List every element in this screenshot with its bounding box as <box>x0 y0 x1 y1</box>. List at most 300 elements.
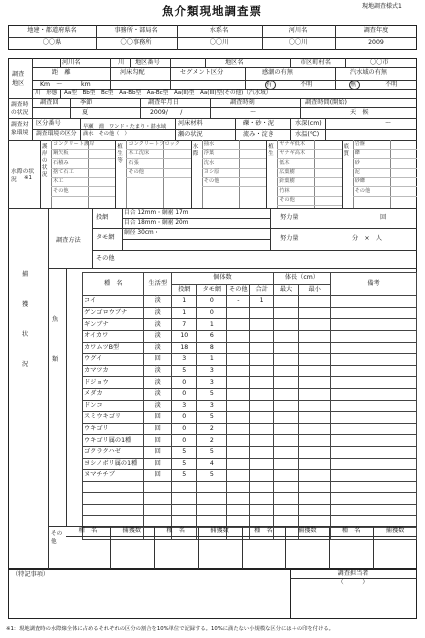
other-col-name: 種 名 <box>254 527 273 534</box>
env-class-label: 調査環境の区分 <box>36 131 77 137</box>
other-col-name: 種 名 <box>341 527 361 534</box>
fish-note[interactable] <box>331 388 417 400</box>
count-total[interactable] <box>250 435 273 447</box>
length-min[interactable] <box>299 412 331 424</box>
table-row <box>83 342 417 354</box>
fish-name[interactable]: オイカワ <box>83 330 144 342</box>
other-col-name: 種 名 <box>166 527 185 534</box>
col-name: 種 名 <box>83 273 144 296</box>
fish-type[interactable]: 淡 <box>144 342 172 354</box>
fish-note[interactable] <box>331 470 417 482</box>
count-castnet[interactable] <box>172 493 197 505</box>
length-max[interactable] <box>273 423 298 435</box>
other-col-count: 捕獲数 <box>385 527 405 534</box>
wc-item[interactable]: 砂礫 <box>354 178 365 185</box>
survey-time-label: 調査時の状況 <box>11 102 29 116</box>
count-total[interactable] <box>250 319 273 331</box>
season-value[interactable]: 夏 <box>82 109 89 116</box>
table-row <box>83 446 417 458</box>
count-tamo[interactable]: 4 <box>197 458 227 470</box>
count-tamo[interactable]: 6 <box>197 330 227 342</box>
wc-item[interactable]: 岩盤 <box>354 141 365 147</box>
tidal-yes[interactable]: 有 <box>266 81 273 88</box>
fish-note[interactable] <box>331 423 417 435</box>
fish-name[interactable]: ゴクラクハゼ <box>83 446 144 458</box>
fish-note[interactable] <box>331 307 417 319</box>
count-castnet[interactable]: 3 <box>172 354 197 366</box>
length-min[interactable] <box>299 319 331 331</box>
count-other[interactable] <box>227 330 250 342</box>
count-other[interactable] <box>227 354 250 366</box>
wc-item[interactable]: コンクリート護岸 <box>53 141 95 147</box>
table-row <box>83 458 417 470</box>
fish-name[interactable]: スミウキゴリ <box>83 412 144 424</box>
wc-item[interactable]: 抽水 <box>203 141 215 147</box>
length-min[interactable] <box>299 388 331 400</box>
count-tamo[interactable]: 5 <box>197 470 227 482</box>
length-max[interactable] <box>273 470 298 482</box>
count-other[interactable] <box>227 504 250 516</box>
fish-type[interactable]: 回 <box>144 354 172 366</box>
wc-item[interactable]: 石積み <box>53 159 69 166</box>
table-row <box>83 423 417 435</box>
count-total[interactable] <box>250 481 273 493</box>
fish-note[interactable] <box>331 446 417 458</box>
length-min[interactable] <box>299 330 331 342</box>
count-other[interactable] <box>227 342 250 354</box>
count-total[interactable] <box>250 470 273 482</box>
fish-note[interactable] <box>331 377 417 389</box>
col-other: その他 <box>227 284 250 296</box>
wc-item[interactable]: 木工沈床 <box>128 150 150 157</box>
fish-note[interactable] <box>331 458 417 470</box>
count-other[interactable] <box>227 470 250 482</box>
length-min[interactable] <box>299 354 331 366</box>
count-total[interactable] <box>250 400 273 412</box>
fish-name[interactable] <box>83 504 144 516</box>
fish-name[interactable]: コイ <box>83 296 144 308</box>
length-min[interactable] <box>299 470 331 482</box>
length-min[interactable] <box>299 446 331 458</box>
count-tamo[interactable]: 1 <box>197 354 227 366</box>
length-max[interactable] <box>273 319 298 331</box>
wc-item[interactable]: 沈水 <box>203 159 215 166</box>
date-value[interactable]: 2009/ / <box>150 109 183 116</box>
fish-note[interactable] <box>331 319 417 331</box>
value-year[interactable]: 2009 <box>368 39 384 46</box>
table-row <box>83 354 417 366</box>
fish-type[interactable]: 淡 <box>144 296 172 308</box>
fish-table <box>82 272 417 540</box>
wc-group-label: 水際 <box>192 144 199 157</box>
water-condition-label: 水際の状況 <box>11 169 35 183</box>
count-other[interactable] <box>227 493 250 505</box>
value-pref[interactable]: 〇〇県 <box>42 39 62 46</box>
table-row <box>83 412 417 424</box>
length-max[interactable] <box>273 354 298 366</box>
length-min[interactable] <box>299 307 331 319</box>
river-type-label: 川 形態 <box>35 90 58 96</box>
wc-item[interactable]: その他 <box>354 187 371 194</box>
fish-name[interactable]: ヨシノボリ属の1種 <box>83 458 144 470</box>
city-value[interactable]: 〇〇市 <box>370 59 389 66</box>
wc-item[interactable]: 鋼矢板 <box>53 150 69 157</box>
fish-name[interactable]: メダカ <box>83 388 144 400</box>
col-type: 生活型 <box>144 273 172 296</box>
fish-type[interactable]: 回 <box>144 470 172 482</box>
count-castnet[interactable]: 0 <box>172 423 197 435</box>
fish-name[interactable]: カマツカ <box>83 365 144 377</box>
table-row <box>83 493 417 505</box>
fish-note[interactable] <box>331 365 417 377</box>
distance-value[interactable]: Km 〜 km <box>40 81 91 88</box>
fish-type[interactable]: 回 <box>144 423 172 435</box>
wc-item[interactable]: 木工 <box>53 178 64 185</box>
method-other: その他 <box>96 255 115 262</box>
count-total[interactable] <box>250 342 273 354</box>
table-row <box>83 296 417 308</box>
fish-note[interactable] <box>331 400 417 412</box>
tidal-unknown[interactable]: 不明 <box>300 81 313 88</box>
count-castnet[interactable]: 5 <box>172 446 197 458</box>
wc-item[interactable]: その他 <box>279 196 295 203</box>
count-castnet[interactable]: 18 <box>172 342 197 354</box>
length-max[interactable] <box>273 446 298 458</box>
depth-range[interactable]: 〜 <box>385 120 392 127</box>
count-tamo[interactable]: 5 <box>197 412 227 424</box>
fish-type[interactable]: 淡 <box>144 319 172 331</box>
fish-type[interactable] <box>144 481 172 493</box>
date-label: 調査年月日 <box>148 99 179 106</box>
length-min[interactable] <box>299 435 331 447</box>
count-other[interactable] <box>227 412 250 424</box>
col-total: 合計 <box>250 284 273 296</box>
castnet-detail-1[interactable]: 目合 12mm・網裾 17m <box>124 210 189 216</box>
other-col-count: 捕獲数 <box>122 527 142 534</box>
tamo-detail[interactable]: 網径 30cm・ <box>124 230 160 236</box>
count-castnet[interactable] <box>172 481 197 493</box>
value-office[interactable]: 〇〇事務所 <box>120 39 152 46</box>
length-min[interactable] <box>299 481 331 493</box>
fish-name[interactable]: ウキゴリ属の1種 <box>83 435 144 447</box>
wc-item[interactable]: 広葉樹 <box>279 168 295 175</box>
fish-type[interactable]: 淡 <box>144 307 172 319</box>
count-castnet[interactable] <box>172 504 197 516</box>
count-tamo[interactable] <box>197 493 227 505</box>
table-row <box>83 470 417 482</box>
header-year: 調査年度 <box>363 27 389 34</box>
count-other[interactable] <box>227 400 250 412</box>
brackish-unknown[interactable]: 不明 <box>385 81 398 88</box>
count-castnet[interactable]: 0 <box>172 388 197 400</box>
other-col-count: 捕獲数 <box>210 527 229 534</box>
count-tamo[interactable]: 2 <box>197 423 227 435</box>
count-castnet[interactable]: 3 <box>172 400 197 412</box>
rapids-label: 瀬の状況 <box>178 131 203 138</box>
wc-group-label: 護岸の状況 <box>42 144 48 178</box>
length-max[interactable] <box>273 388 298 400</box>
survey-target-label: 調査対象環境 <box>11 122 29 136</box>
other-col-count: 捕獲数 <box>298 527 317 534</box>
count-castnet[interactable]: 0 <box>172 435 197 447</box>
count-castnet[interactable]: 5 <box>172 458 197 470</box>
length-max[interactable] <box>273 377 298 389</box>
bed-material-label: 河床材料 <box>178 120 203 127</box>
fish-note[interactable] <box>331 330 417 342</box>
count-tamo[interactable] <box>197 504 227 516</box>
wc-group-label: 植生 <box>268 144 274 157</box>
district-no-label: 地区番号 <box>135 59 160 66</box>
fish-name[interactable] <box>83 481 144 493</box>
length-min[interactable] <box>299 365 331 377</box>
length-min[interactable] <box>299 493 331 505</box>
wc-item[interactable]: 低木 <box>279 159 290 166</box>
count-tamo[interactable]: 1 <box>197 319 227 331</box>
count-total[interactable] <box>250 388 273 400</box>
count-other[interactable] <box>227 307 250 319</box>
other-table <box>66 526 417 569</box>
fish-name[interactable]: ウキゴリ <box>83 423 144 435</box>
fish-type[interactable]: 淡 <box>144 377 172 389</box>
fish-type[interactable]: 回 <box>144 435 172 447</box>
count-total[interactable] <box>250 446 273 458</box>
count-other[interactable] <box>227 319 250 331</box>
length-max[interactable] <box>273 400 298 412</box>
count-other[interactable] <box>227 458 250 470</box>
count-castnet[interactable]: 1 <box>172 296 197 308</box>
length-max[interactable] <box>273 307 298 319</box>
length-max[interactable] <box>273 493 298 505</box>
fish-note[interactable] <box>331 504 417 516</box>
fish-name[interactable]: ヌマチチブ <box>83 470 144 482</box>
effort-label-2: 努力量 <box>280 235 299 242</box>
river-name-label: 河川名 <box>62 59 81 66</box>
fish-note[interactable] <box>331 493 417 505</box>
length-min[interactable] <box>299 342 331 354</box>
fish-type[interactable] <box>144 493 172 505</box>
fish-type[interactable]: 淡 <box>144 400 172 412</box>
length-min[interactable] <box>299 504 331 516</box>
fish-note[interactable] <box>331 296 417 308</box>
season-label: 季節 <box>80 99 93 106</box>
wc-item[interactable]: その他 <box>128 168 144 175</box>
length-min[interactable] <box>299 296 331 308</box>
wc-item[interactable]: 捨て石工 <box>53 168 74 175</box>
length-min[interactable] <box>299 377 331 389</box>
table-row <box>83 400 417 412</box>
count-total[interactable] <box>250 377 273 389</box>
zone-no-label: 区分番号 <box>36 120 61 127</box>
value-system[interactable]: 〇〇川 <box>209 39 229 46</box>
length-min[interactable] <box>299 458 331 470</box>
brackish-label: 汽水域の有無 <box>350 69 388 76</box>
length-max[interactable] <box>273 504 298 516</box>
person-paren[interactable]: （ ） <box>337 579 369 586</box>
header-system: 水系名 <box>209 27 229 34</box>
wc-item[interactable]: 針葉樹 <box>279 178 295 185</box>
fish-name[interactable]: ギンブナ <box>83 319 144 331</box>
wc-item[interactable]: 礫 <box>354 150 360 157</box>
fish-type[interactable]: 淡 <box>144 365 172 377</box>
length-max[interactable] <box>273 330 298 342</box>
count-castnet[interactable]: 5 <box>172 470 197 482</box>
wc-item[interactable]: ヤナギ低木 <box>279 141 306 147</box>
count-other[interactable] <box>227 365 250 377</box>
count-other[interactable] <box>227 435 250 447</box>
col-length-group: 体長（cm） <box>273 273 330 285</box>
length-max[interactable] <box>273 481 298 493</box>
count-total[interactable] <box>250 458 273 470</box>
brackish-no[interactable]: 無 <box>350 81 357 88</box>
fish-name[interactable]: ゲンゴロウブナ <box>83 307 144 319</box>
flow-value[interactable]: 流み・淀き <box>243 131 274 138</box>
wc-item[interactable]: 泥 <box>354 168 360 175</box>
count-tamo[interactable]: 0 <box>197 307 227 319</box>
count-tamo[interactable]: 5 <box>197 446 227 458</box>
table-row <box>83 330 417 342</box>
count-castnet[interactable]: 7 <box>172 319 197 331</box>
length-min[interactable] <box>299 423 331 435</box>
fish-note[interactable] <box>331 342 417 354</box>
wc-item[interactable]: その他 <box>53 187 69 194</box>
count-castnet[interactable]: 10 <box>172 330 197 342</box>
count-other[interactable] <box>227 423 250 435</box>
length-max[interactable] <box>273 435 298 447</box>
bed-material-value[interactable]: 礫・砂・泥 <box>243 120 274 127</box>
col-max: 最大 <box>273 284 298 296</box>
distance-label: 距 離 <box>52 69 71 76</box>
length-max[interactable] <box>273 458 298 470</box>
footnote: ※1：現地調査時の水際線全体に占めるそれぞれの区分の割合を10%単位で記録する。10%に満たない小規模な区分には＋の印を付ける。 <box>6 626 334 632</box>
fish-name[interactable]: カワムツB型 <box>83 342 144 354</box>
table-row <box>83 388 417 400</box>
count-other[interactable] <box>227 446 250 458</box>
fish-type[interactable]: 淡 <box>144 388 172 400</box>
header-office: 事務所・部局名 <box>114 27 158 34</box>
fish-type[interactable]: 回 <box>144 446 172 458</box>
col-castnet: 投網 <box>172 284 197 296</box>
count-total[interactable]: 1 <box>250 296 273 308</box>
count-total[interactable] <box>250 423 273 435</box>
count-total[interactable] <box>250 307 273 319</box>
count-tamo[interactable] <box>197 481 227 493</box>
count-castnet[interactable]: 0 <box>172 412 197 424</box>
effort-value-2[interactable]: 分 × 人 <box>352 235 382 242</box>
weather-label[interactable]: 天 候 <box>350 109 369 116</box>
length-max[interactable] <box>273 412 298 424</box>
effort-value-1[interactable]: 回 <box>380 214 387 221</box>
fish-name[interactable] <box>83 493 144 505</box>
length-max[interactable] <box>273 296 298 308</box>
length-max[interactable] <box>273 342 298 354</box>
start-time-label: 調査時間(開始) <box>305 99 347 106</box>
count-tamo[interactable]: 3 <box>197 377 227 389</box>
count-total[interactable] <box>250 365 273 377</box>
count-tamo[interactable]: 2 <box>197 435 227 447</box>
count-tamo[interactable]: 3 <box>197 365 227 377</box>
fish-note[interactable] <box>331 354 417 366</box>
count-other[interactable]: - <box>227 296 250 308</box>
fish-name[interactable]: ドジョウ <box>83 377 144 389</box>
col-tamo: タモ網 <box>197 284 227 296</box>
fish-note[interactable] <box>331 481 417 493</box>
table-row <box>83 307 417 319</box>
person-label: 調査担当者 <box>337 570 369 577</box>
env-options[interactable]: 早瀬 淵 ワンド・たまり・湛水域 満水 その他（ ） <box>83 124 172 137</box>
count-other[interactable] <box>227 377 250 389</box>
wc-item[interactable]: 竹林 <box>279 187 290 194</box>
fish-type[interactable]: 回 <box>144 458 172 470</box>
count-tamo[interactable]: 8 <box>197 342 227 354</box>
count-castnet[interactable]: 5 <box>172 365 197 377</box>
city-label: 市区町村名 <box>300 59 331 66</box>
count-other[interactable] <box>227 388 250 400</box>
count-tamo[interactable]: 0 <box>197 296 227 308</box>
count-castnet[interactable]: 0 <box>172 377 197 389</box>
method-label: 調査方法 <box>56 237 81 244</box>
capture-side-label: 捕獲状況 <box>22 271 29 368</box>
count-total[interactable] <box>250 412 273 424</box>
count-total[interactable] <box>250 504 273 516</box>
wc-item[interactable]: その他 <box>203 178 220 185</box>
length-min[interactable] <box>299 400 331 412</box>
tidal-label: 感潮の有無 <box>262 69 293 76</box>
river-type-options[interactable]: Aa型 Bb型 Bc型 Aa-Bb型 Aa-Bc型 Aa(II)型 Aa(III)型(その他)（汽水域） <box>64 90 272 96</box>
count-castnet[interactable]: 1 <box>172 307 197 319</box>
water-condition-note: ※1 <box>24 175 32 181</box>
count-other[interactable] <box>227 481 250 493</box>
fish-name[interactable]: ドンコ <box>83 400 144 412</box>
depth-label: 水深(cm) <box>295 120 322 127</box>
wc-item[interactable]: ヤナギ高木 <box>279 150 306 157</box>
count-total[interactable] <box>250 354 273 366</box>
count-total[interactable] <box>250 330 273 342</box>
fish-name[interactable]: ウグイ <box>83 354 144 366</box>
method-castnet: 投網 <box>96 214 109 221</box>
wc-item[interactable]: 砂 <box>354 159 360 166</box>
length-max[interactable] <box>273 365 298 377</box>
col-note: 備考 <box>331 273 417 296</box>
segment-label: セグメント区分 <box>180 69 224 76</box>
wc-item[interactable]: コンクリートブロック <box>128 141 180 147</box>
fish-type[interactable]: 淡 <box>144 330 172 342</box>
page-title: 魚介類現地調査票 <box>162 4 262 18</box>
value-river[interactable]: 〇〇川 <box>288 39 308 46</box>
survey-round-label: 調査回 <box>40 99 59 106</box>
notes-label: （特記事項） <box>12 571 50 578</box>
fish-type[interactable] <box>144 504 172 516</box>
water-condition-grid <box>40 140 417 208</box>
wc-group-label: 植生等 <box>117 144 123 164</box>
wc-item[interactable]: 浮葉 <box>203 150 215 157</box>
wc-group-label: 底質 <box>343 144 349 157</box>
fish-note[interactable] <box>331 412 417 424</box>
fish-note[interactable] <box>331 435 417 447</box>
count-tamo[interactable]: 3 <box>197 400 227 412</box>
wc-item[interactable]: 石張 <box>128 159 139 166</box>
fish-type[interactable]: 回 <box>144 412 172 424</box>
wc-item[interactable]: ヨシ原 <box>203 168 220 175</box>
survey-area-label: 調査地区 <box>12 71 25 87</box>
time-value[interactable]: 〜 <box>250 109 257 116</box>
col-min: 最小 <box>299 284 331 296</box>
water-temp-label: 水温(℃) <box>295 131 320 138</box>
count-total[interactable] <box>250 493 273 505</box>
table-row <box>83 504 417 516</box>
castnet-detail-2[interactable]: 目合 18mm・網裾 20m <box>124 220 189 226</box>
effort-label-1: 努力量 <box>280 214 299 221</box>
count-tamo[interactable]: 5 <box>197 388 227 400</box>
